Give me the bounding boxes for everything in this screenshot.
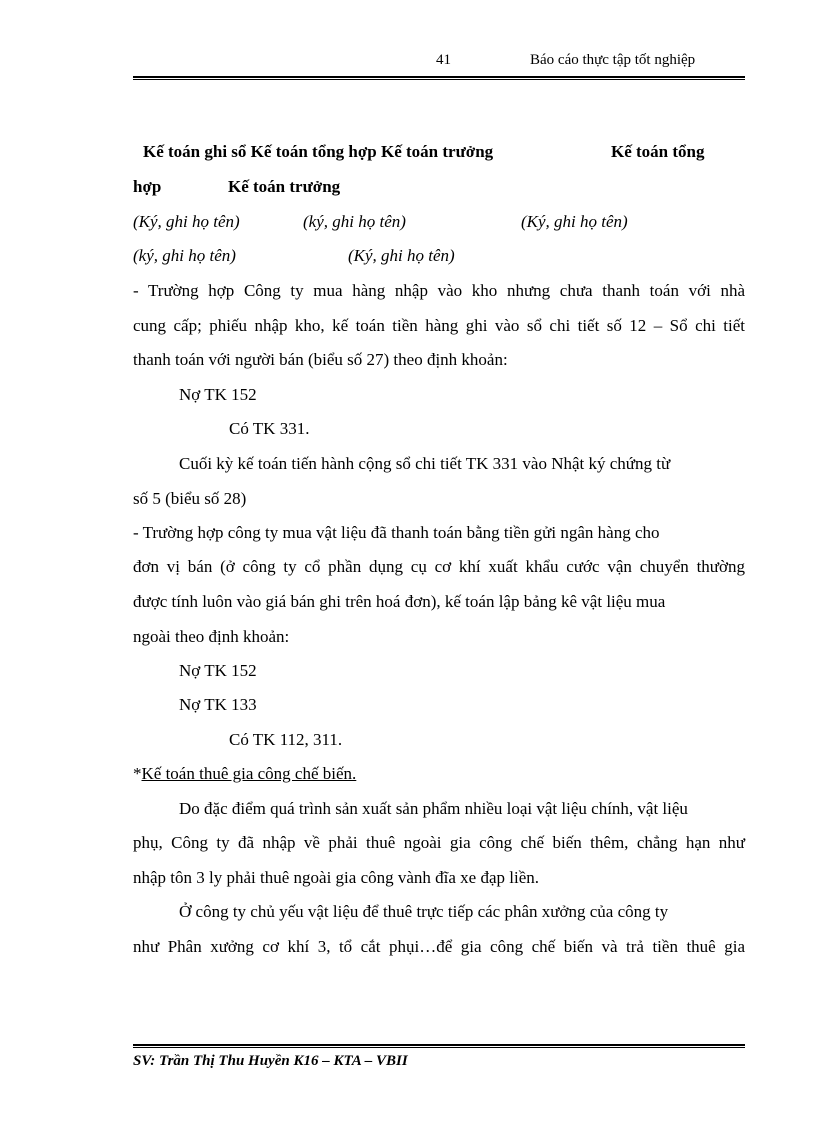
paragraph-line: - Trường hợp công ty mua vật liệu đã thanh toán bằng tiền gửi ngân hàng cho [133, 523, 660, 542]
journal-entry-credit: Có TK 331. [229, 419, 310, 438]
paragraph-line: Ở công ty chủ yếu vật liệu để thuê trực tiếp các phân xưởng của công ty [179, 902, 669, 921]
paragraph-line: số 5 (biểu số 28) [133, 489, 247, 508]
signature-titles-line2a: hợp [133, 177, 162, 196]
paragraph-line: nhập tôn 3 ly phải thuê ngoài gia công vành đĩa xe đạp liền. [133, 868, 540, 887]
paragraph-line: Cuối kỳ kế toán tiến hành cộng sổ chi tiết TK 331 vào Nhật ký chứng từ [179, 454, 671, 473]
signature-note-4: (ký, ghi họ tên) [133, 246, 236, 265]
page-number: 41 [436, 52, 451, 68]
section-heading [133, 764, 356, 784]
paragraph-line: cung cấp; phiếu nhập kho, kế toán tiền hàng ghi vào sổ chi tiết số 12 – Sổ chi tiết [133, 316, 745, 335]
paragraph-line: Do đặc điểm quá trình sản xuất sản phẩm nhiều loại vật liệu chính, vật liệu [179, 799, 688, 818]
paragraph-line: ngoài theo định khoản: [133, 627, 290, 646]
footer-student: SV: Trần Thị Thu Huyền K16 – KTA – VBII [133, 1053, 408, 1069]
paragraph-line: - Trường hợp Công ty mua hàng nhập vào kho nhưng chưa thanh toán với nhà [133, 281, 745, 300]
paragraph-line: được tính luôn vào giá bán ghi trên hoá đơn), kế toán lập bảng kê vật liệu mua [133, 592, 666, 611]
report-title: Báo cáo thực tập tốt nghiệp [530, 52, 696, 68]
signature-titles-line1b: Kế toán tổng [611, 142, 705, 161]
journal-entry-debit: Nợ TK 152 [179, 385, 257, 404]
signature-titles-line1a: Kế toán ghi sổ Kế toán tổng hợp Kế toán trưởng [143, 142, 494, 161]
signature-note-1: (Ký, ghi họ tên) [133, 212, 240, 231]
journal-entry-debit: Nợ TK 133 [179, 695, 257, 714]
footer-divider [133, 1044, 745, 1048]
paragraph-line: thanh toán với người bán (biểu số 27) theo định khoản: [133, 350, 508, 369]
signature-note-3: (Ký, ghi họ tên) [521, 212, 628, 231]
paragraph-line: như Phân xưởng cơ khí 3, tổ cắt phụi…để gia công chế biến và trả tiền thuê gia [133, 937, 745, 956]
section-title: Kế toán thuê gia công chế biến. [141, 764, 357, 783]
header-divider [133, 76, 745, 80]
journal-entry-debit: Nợ TK 152 [179, 661, 257, 680]
journal-entry-credit: Có TK 112, 311. [229, 730, 343, 749]
section-bullet: * [133, 764, 142, 783]
paragraph-line: đơn vị bán (ở công ty cổ phần dụng cụ cơ khí xuất khẩu cước vận chuyển thường [133, 557, 745, 576]
signature-note-5: (Ký, ghi họ tên) [348, 246, 455, 265]
page-header [133, 52, 745, 76]
paragraph-line: phụ, Công ty đã nhập về phải thuê ngoài gia công chế biến thêm, chẳng hạn như [133, 833, 745, 852]
signature-titles-line2b: Kế toán trưởng [228, 177, 341, 196]
signature-note-2: (ký, ghi họ tên) [303, 212, 406, 231]
